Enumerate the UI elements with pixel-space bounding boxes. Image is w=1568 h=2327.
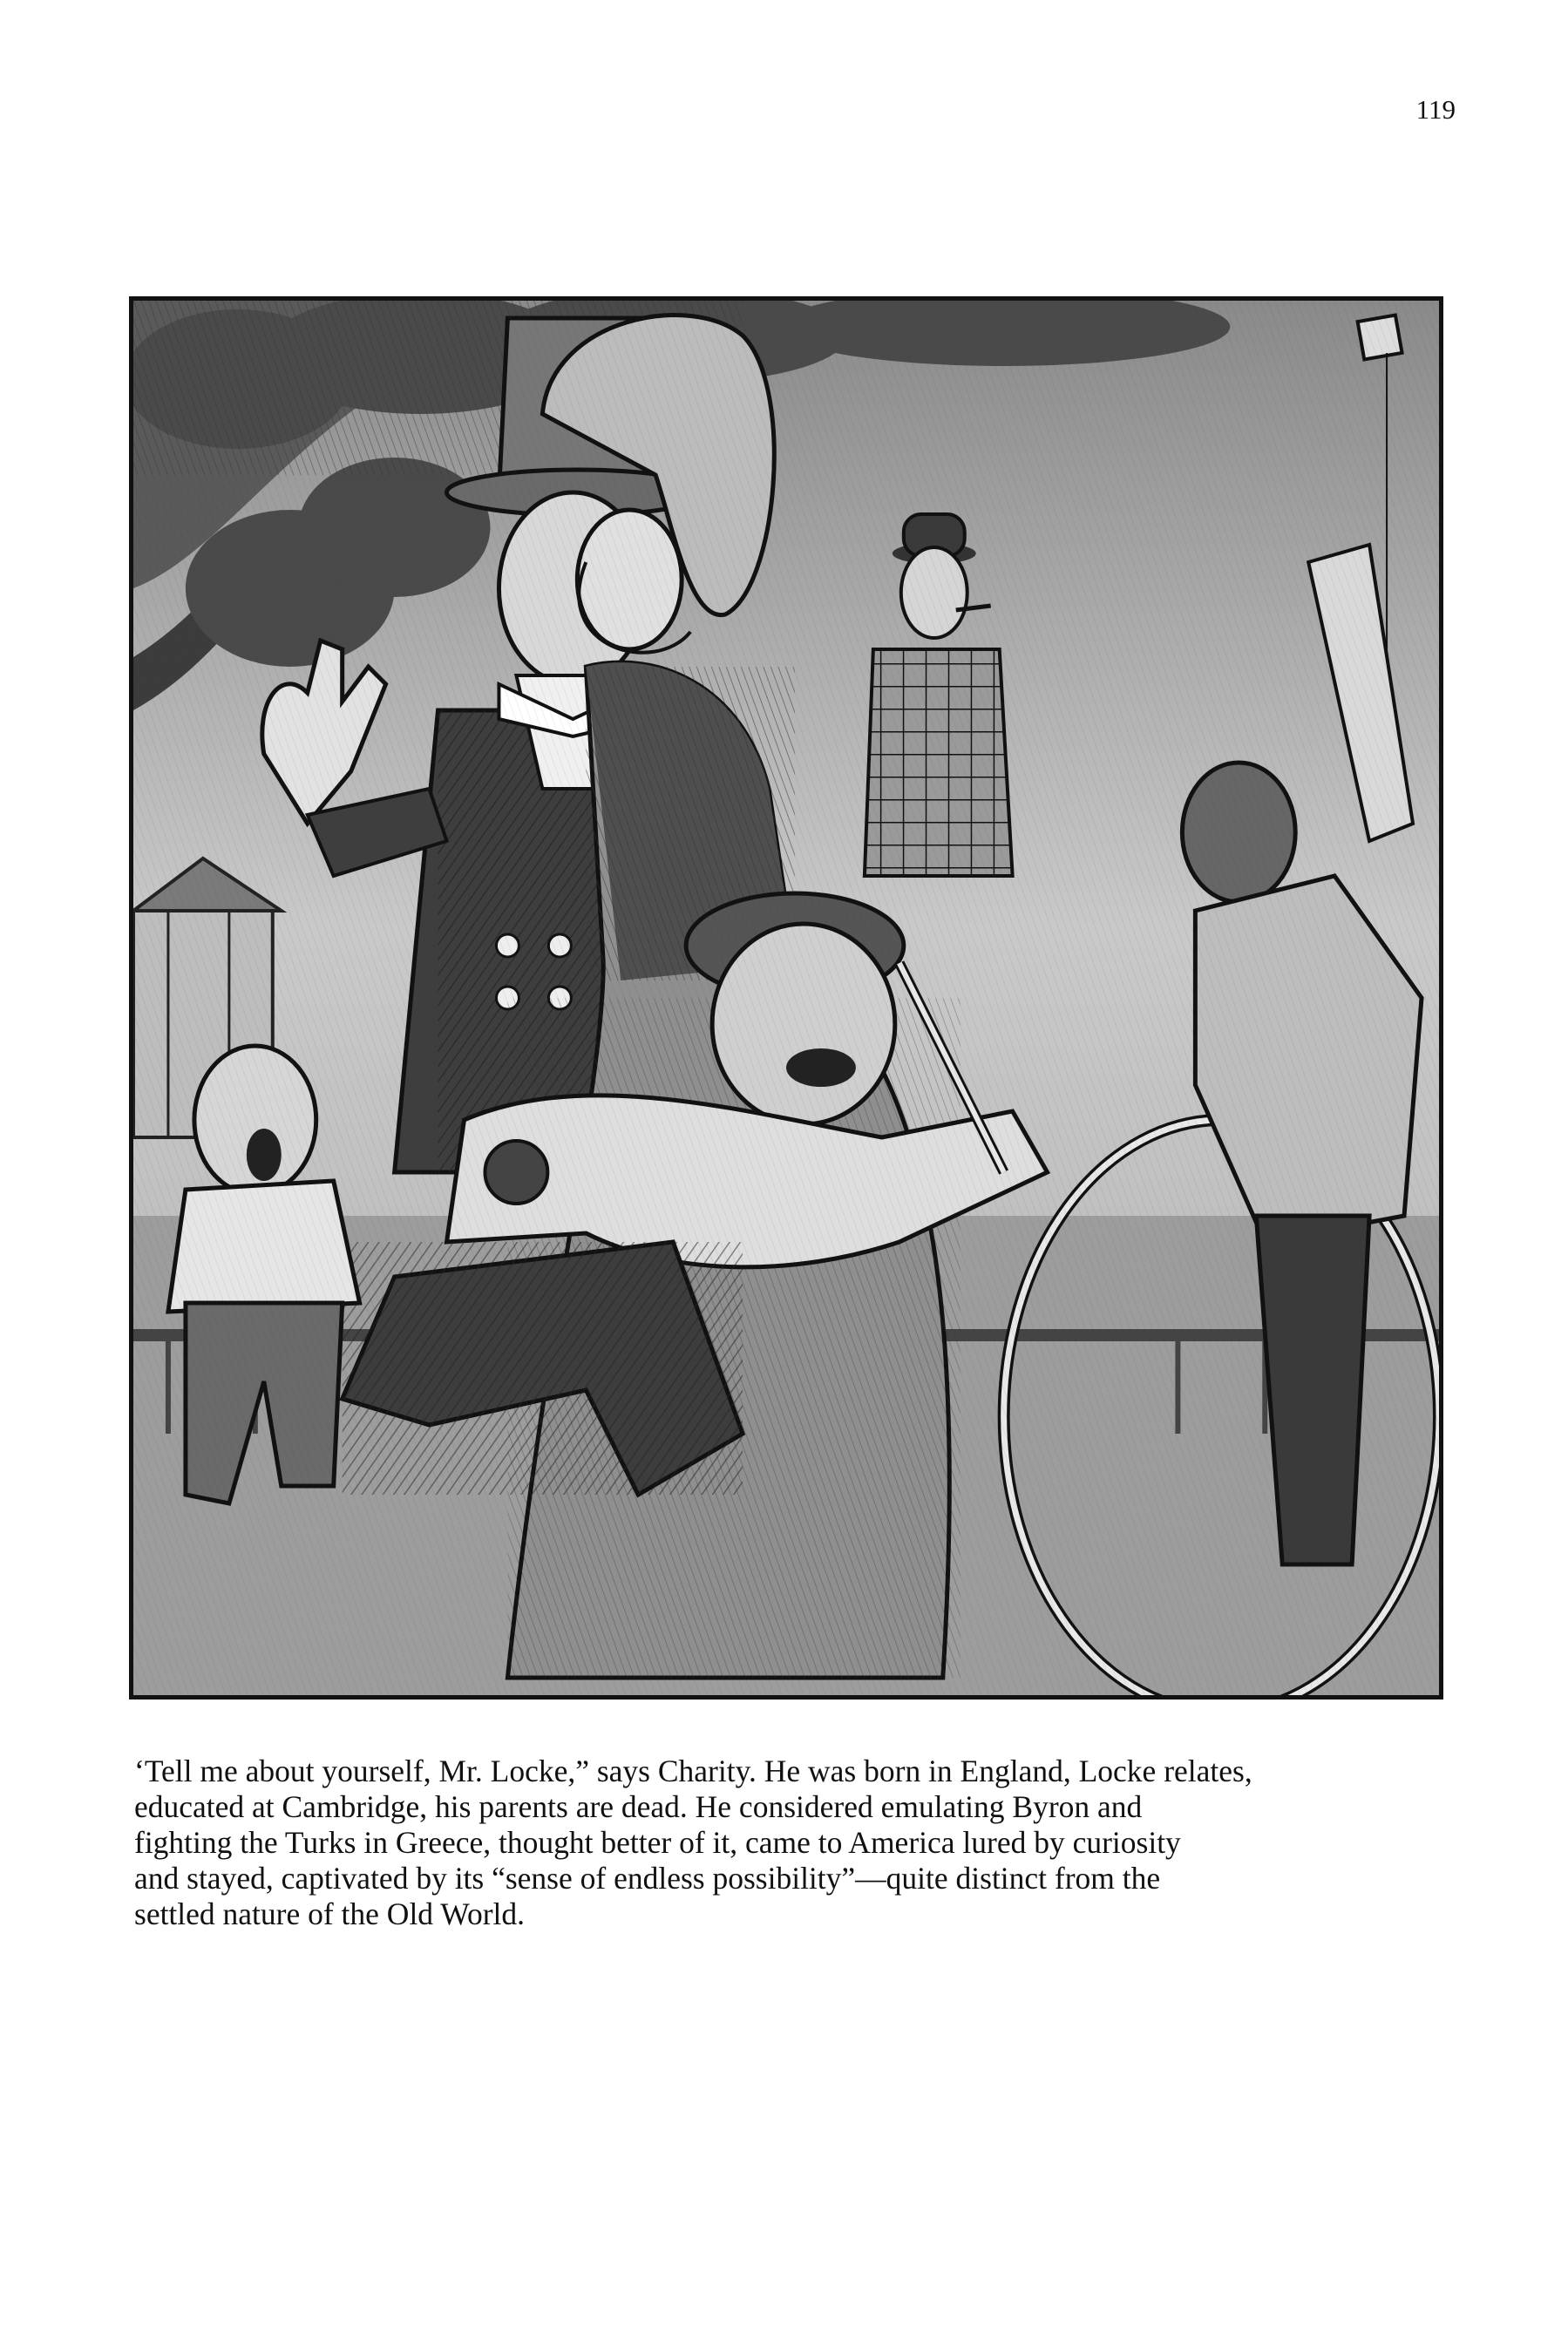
- caption-line: and stayed, captivated by its “sense of endless possibility”—quite distinct from the: [134, 1861, 1161, 1896]
- page-number: 119: [1415, 94, 1456, 125]
- caption-line: ‘Tell me about yourself, Mr. Locke,” says Charity. He was born in England, Locke relates,: [134, 1754, 1252, 1788]
- illustration: [129, 296, 1443, 1699]
- caption-line: educated at Cambridge, his parents are dead. He considered emulating Byron and: [134, 1789, 1143, 1824]
- park-scene-illustration-icon: [133, 301, 1439, 1695]
- caption-line: fighting the Turks in Greece, thought better of it, came to America lured by curiosity: [134, 1825, 1181, 1860]
- caption-line: settled nature of the Old World.: [134, 1896, 526, 1931]
- caption: [134, 1754, 1450, 1932]
